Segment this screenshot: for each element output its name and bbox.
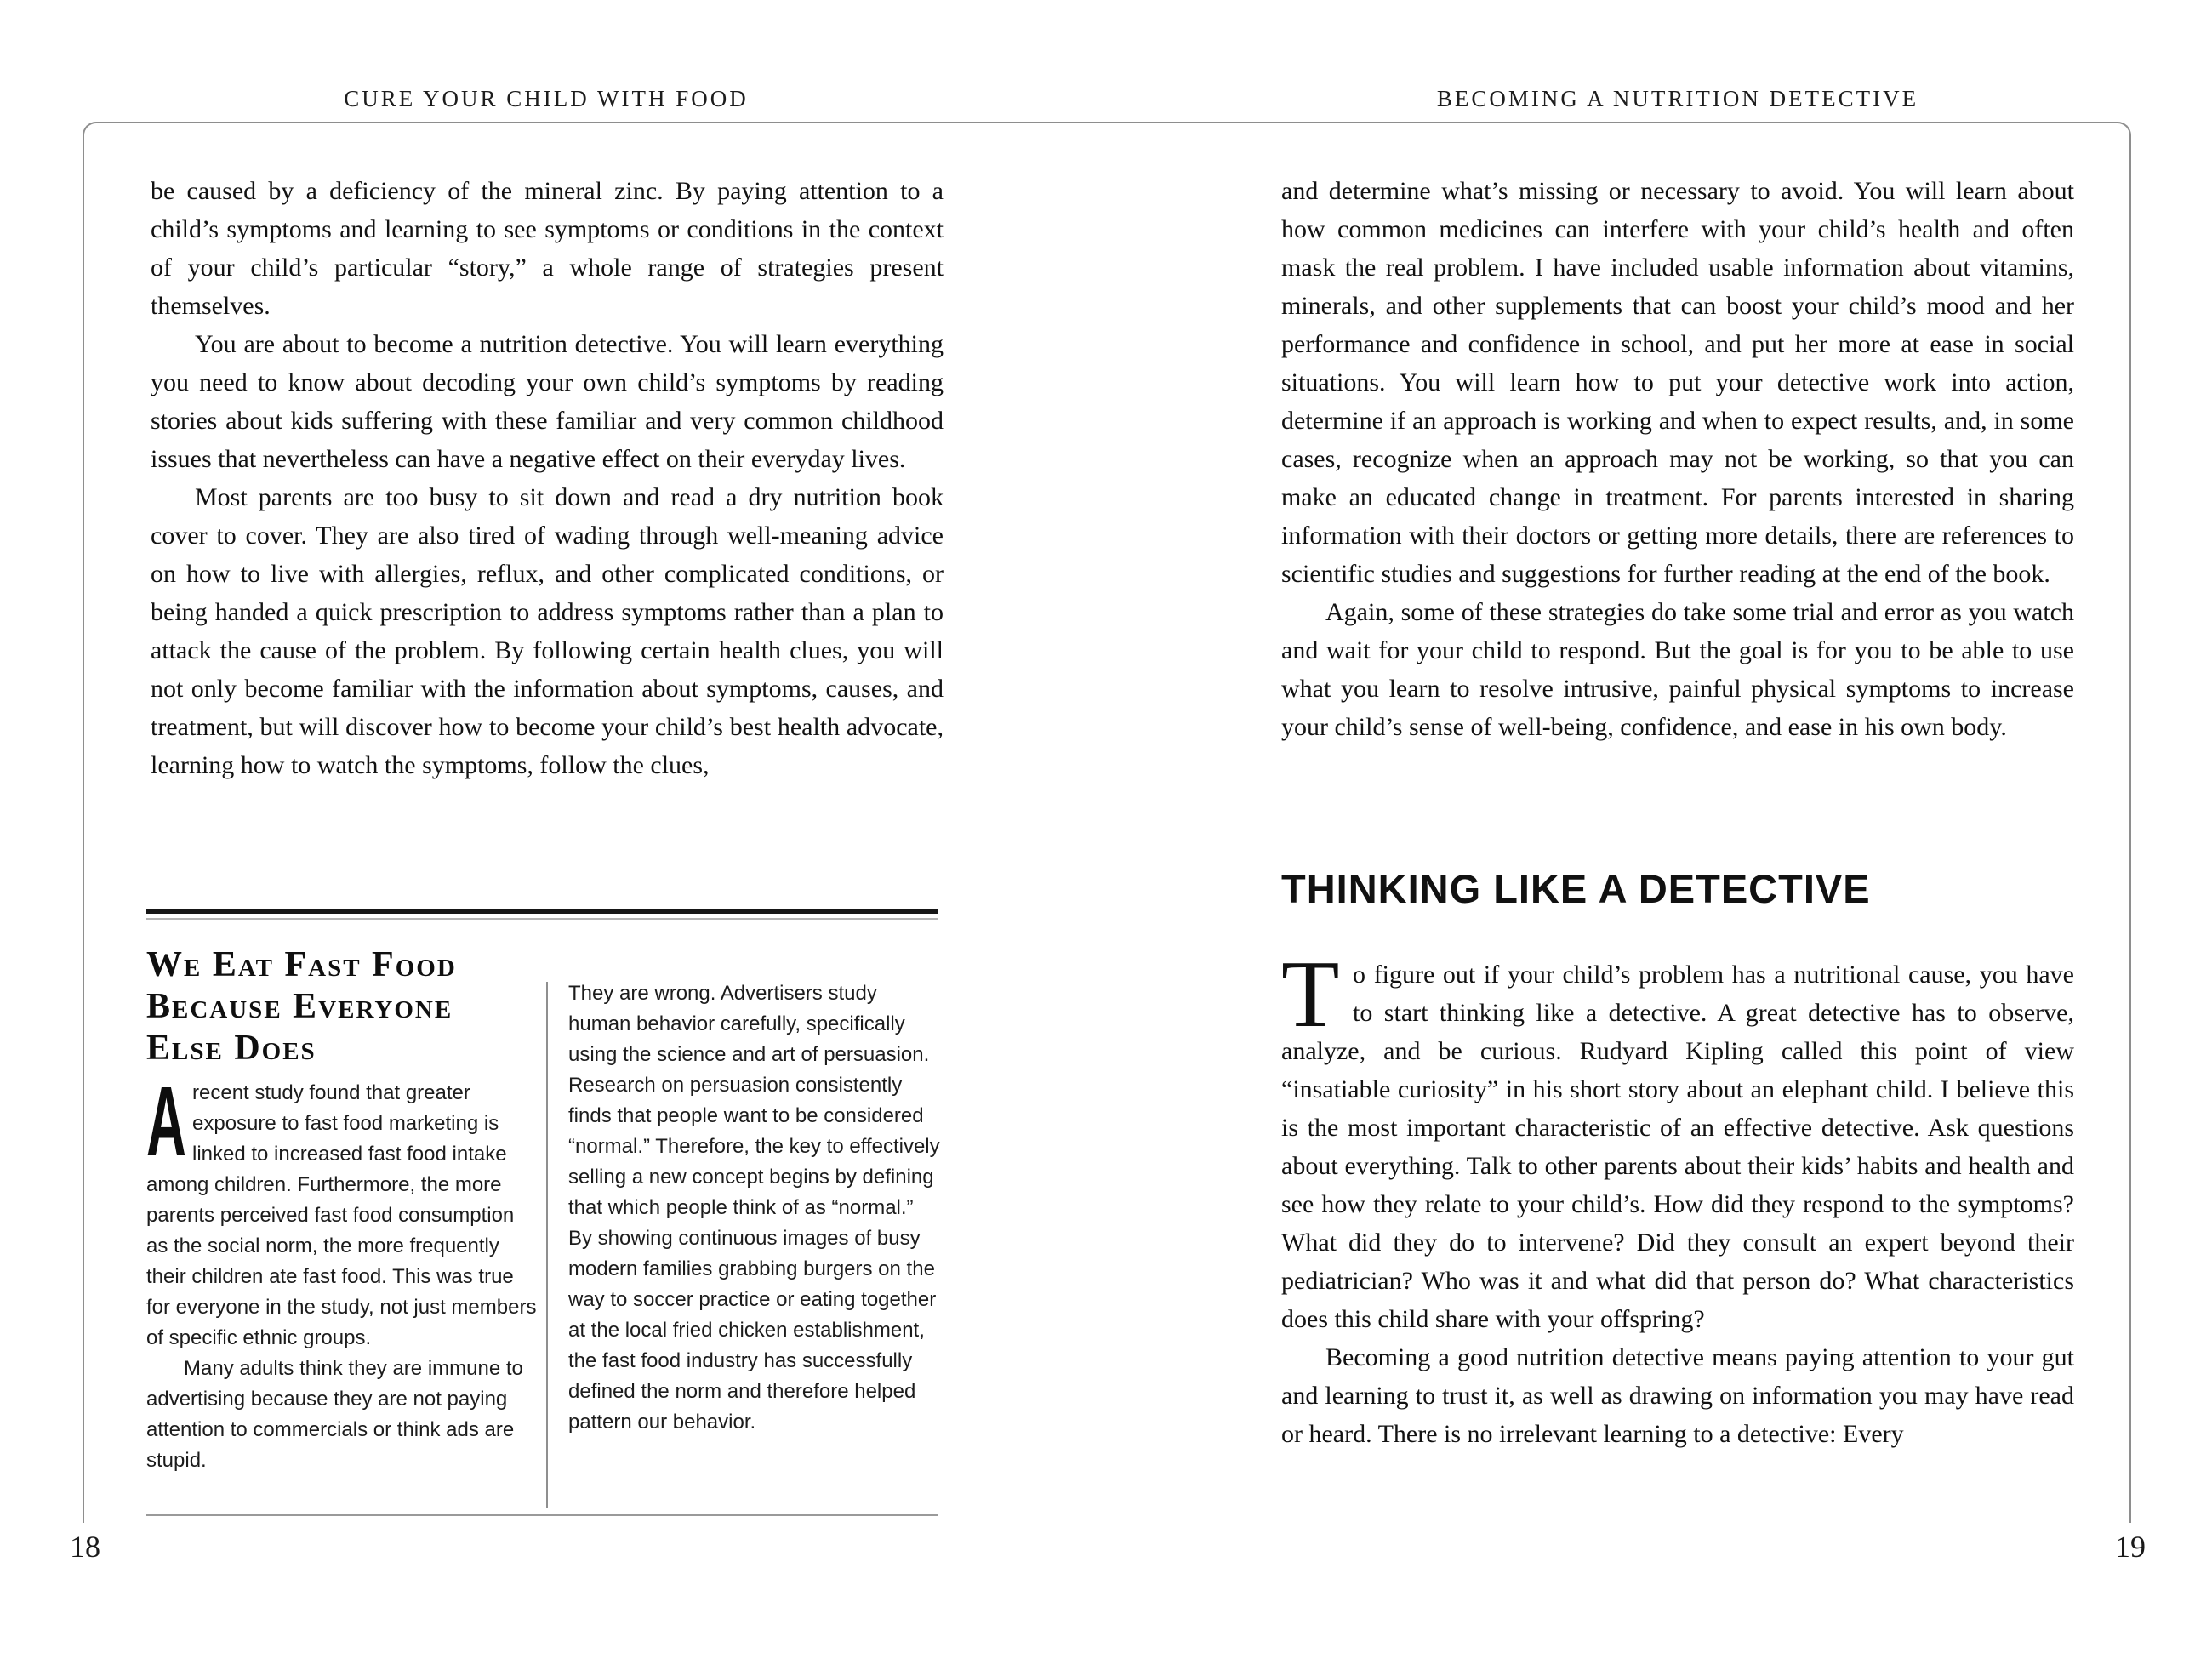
sidebar-top-rule-thick (146, 909, 938, 914)
body-paragraph: be caused by a deficiency of the mineral zinc. By paying attention to a child’s symptoms and learning to see symptoms or conditions in the context of your child’s particular “story,” a whole range of strategies present themselves. (151, 177, 944, 320)
sidebar-column-divider (546, 982, 548, 1508)
sidebar-column-2 (568, 978, 943, 1438)
running-head-left: CURE YOUR CHILD WITH FOOD (344, 86, 749, 111)
left-page-body (151, 172, 944, 784)
body-paragraph (1281, 942, 2074, 1338)
right-page-body (1281, 172, 2074, 1453)
page-number-right: 19 (2115, 1530, 2146, 1564)
body-paragraph: Most parents are too busy to sit down and read a dry nutrition book cover to cover. They are also tired of wading through well-meaning advice on how to live with allergies, reflux, and other complicated conditions, or being handed a quick prescription to address symptoms rather than a plan to attack the cause of the problem. By following certain health clues, you will not only become familiar with the information about symptoms, causes, and treatment, but will discover how to become your child’s best health advocate, learning how to watch the symptoms, follow the clues, (151, 483, 944, 779)
sidebar-top-rule-thin (146, 918, 938, 920)
sidebar-paragraph (146, 1066, 539, 1354)
drop-cap-t: T (1281, 942, 1340, 1047)
body-paragraph: You are about to become a nutrition detective. You will learn everything you need to know about decoding your own child’s symptoms by reading stories about kids suffering with these familiar and very common childhood issues that nevertheless can have a negative effect on their everyday lives. (151, 330, 944, 473)
sidebar-bottom-rule (146, 1514, 938, 1516)
sidebar-title-line: We Eat Fast Food (146, 945, 457, 984)
running-head-right: BECOMING A NUTRITION DETECTIVE (1436, 86, 1919, 111)
drop-cap-a: A (146, 1066, 186, 1177)
sidebar-column-1 (146, 944, 539, 1476)
sidebar-paragraph: Many adults think they are immune to advertising because they are not paying attention to commercials or think ads are stupid. (146, 1357, 523, 1472)
section-heading: THINKING LIKE A DETECTIVE (1281, 866, 1871, 911)
sidebar-title-line: Because Everyone (146, 987, 453, 1026)
body-paragraph-text: o figure out if your child’s problem has a nutritional cause, you have to start thinking like a detective. A great detective has to observe, analyze, and be curious. Rudyard Kipling called this point of view “insatiable curiosity” in his short story about an elephant child. I believe this is the most important characteristic of an effective detective. Ask questions about everything. Talk to other parents about their kids’ habits and health and see how they relate to your child’s. How did they respond to the symptoms? What did they do to intervene? Did they consult an expert beyond their pediatrician? Who was it and what did that person do? What characteristics does this child share with your offspring? (1281, 961, 2074, 1333)
sidebar-text-block (568, 978, 943, 1438)
sidebar-paragraph-text: recent study found that greater exposure to fast food marketing is linked to increased fast food intake among children. Furthermore, the more parents perceived fast food consumption as the social norm, the more frequently their children ate fast food. This was true for everyone in the study, not just members of specific ethnic groups. (146, 1081, 537, 1349)
page-number-left: 18 (70, 1530, 100, 1564)
sidebar-text-block (146, 1066, 539, 1476)
sidebar-box (146, 909, 938, 1516)
body-paragraph: and determine what’s missing or necessary to avoid. You will learn about how common medicines can interfere with your child’s health and often mask the real problem. I have included usable information about vitamins, minerals, and other supplements that can boost your child’s mood and her performance and confidence in school, and put her more at ease in social situations. You will learn how to put your detective work into action, determine if an approach is working and when to expect results, and, in some cases, recognize when an approach may not be working, so that you can make an educated change in treatment. For parents interested in sharing information with their doctors or getting more details, there are references to scientific studies and suggestions for further reading at the end of the book. (1281, 177, 2074, 588)
sidebar-title-line: Else Does (146, 1029, 316, 1068)
body-paragraph: Becoming a good nutrition detective means paying attention to your gut and learning to trust it, as well as drawing on information you may have read or heard. There is no irrelevant learning to a detective: Every (1281, 1343, 2074, 1448)
sidebar-paragraph: They are wrong. Advertisers study human behavior carefully, specifically using the science and art of persuasion. Research on persuasion consistently finds that people want to be considered “normal.” Therefore, the key to effectively selling a new concept begins by defining that which people think of as “normal.” By showing continuous images of busy modern families grabbing burgers on the way to soccer practice or eating together at the local fried chicken establishment, the fast food industry has successfully defined the norm and therefore helped pattern our behavior. (568, 982, 940, 1434)
sidebar-title (146, 944, 539, 1069)
body-paragraph: Again, some of these strategies do take some trial and error as you watch and wait for your child to respond. But the goal is for you to be able to use what you learn to resolve intrusive, painful physical symptoms to increase your child’s sense of well-being, confidence, and ease in his own body. (1281, 598, 2074, 741)
